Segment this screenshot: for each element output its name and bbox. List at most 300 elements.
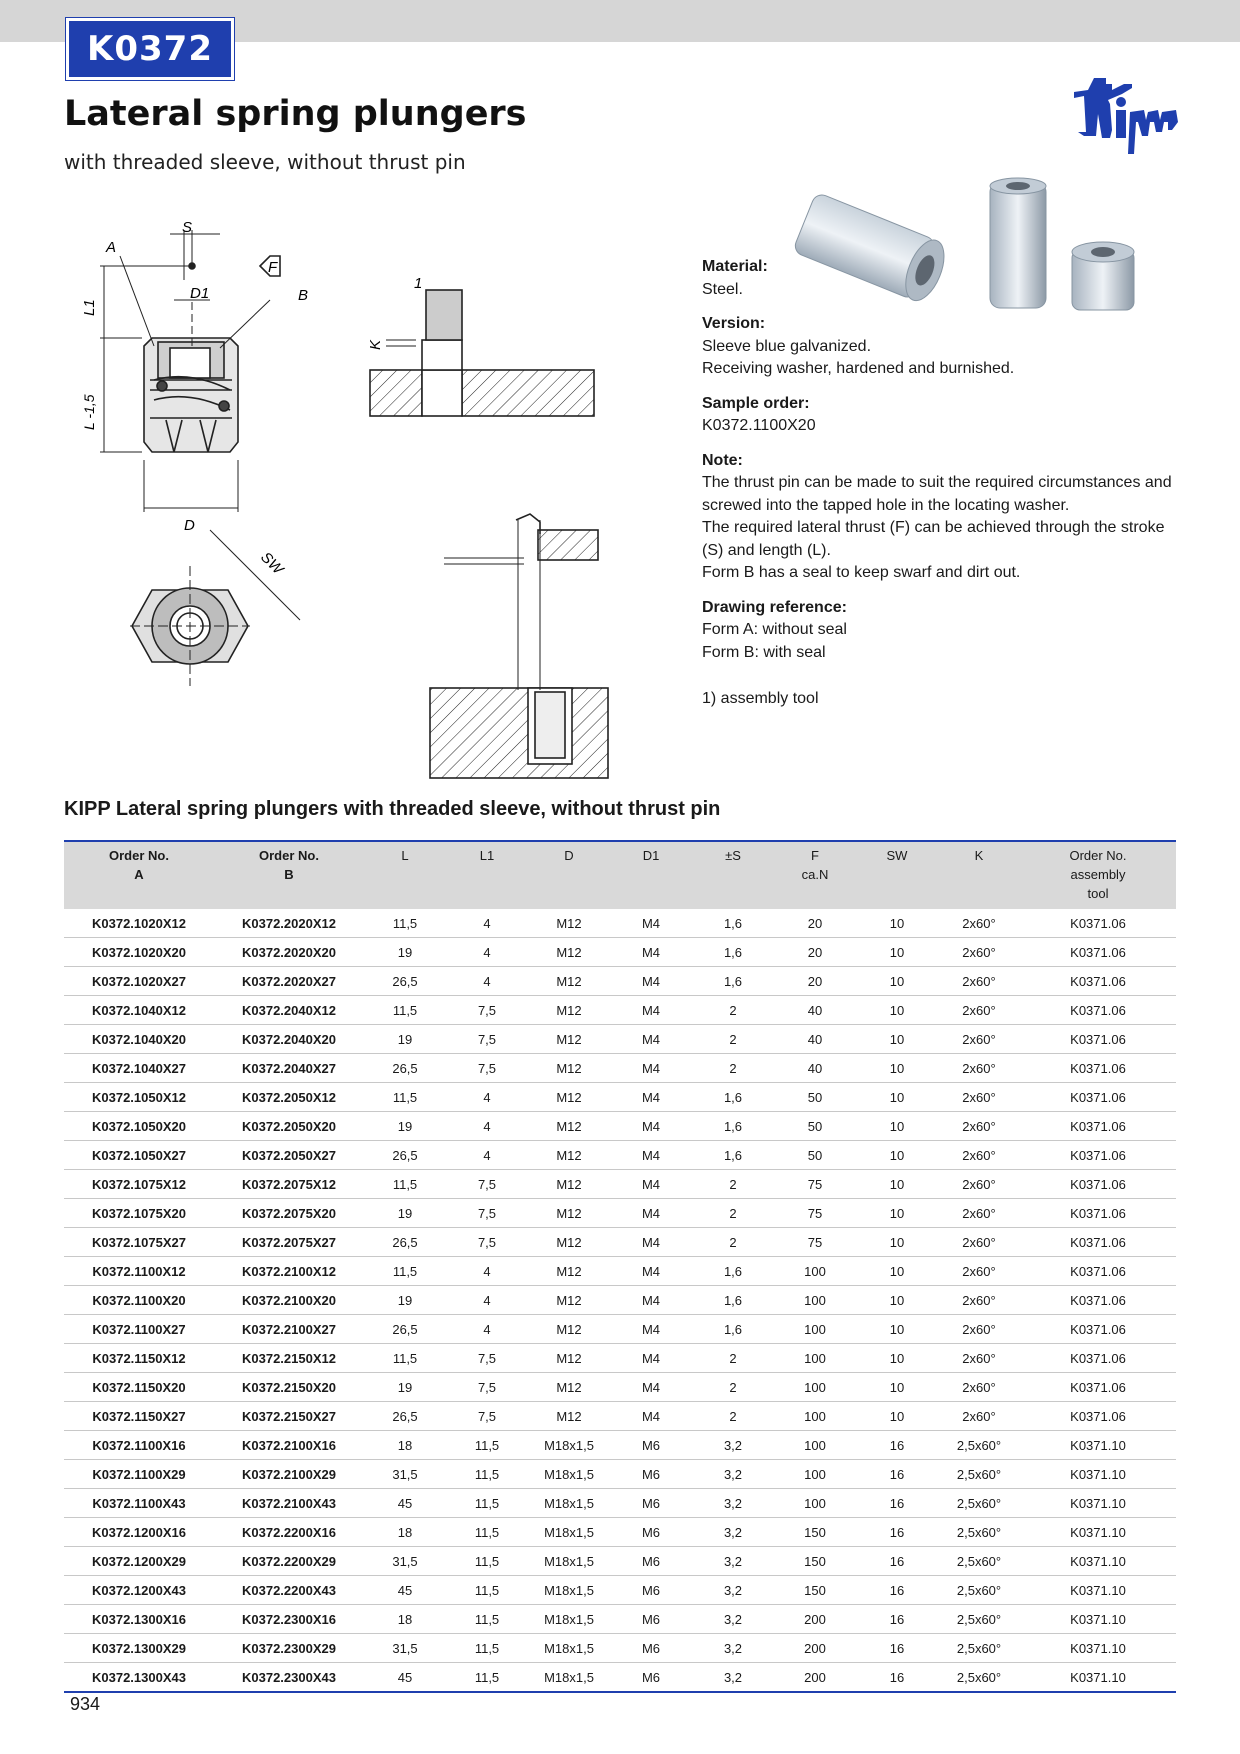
table-cell: 26,5 — [364, 967, 446, 996]
table-cell: M4 — [610, 1286, 692, 1315]
note-line: (S) and length (L). — [702, 541, 831, 559]
column-header-line: L1 — [479, 848, 495, 863]
table-cell: 2x60° — [938, 996, 1020, 1025]
table-cell: 19 — [364, 1112, 446, 1141]
table-cell: M4 — [610, 1141, 692, 1170]
column-header-line: Order No. — [259, 848, 319, 863]
table-cell: 2x60° — [938, 1228, 1020, 1257]
table-cell: 10 — [856, 1373, 938, 1402]
table-cell: 40 — [774, 1054, 856, 1083]
table-cell: K0372.1300X29 — [64, 1634, 214, 1663]
table-cell: M4 — [610, 1373, 692, 1402]
table-cell: 2x60° — [938, 909, 1020, 938]
drawing-reference-line: Form A: without seal — [702, 621, 847, 638]
table-cell: 10 — [856, 1141, 938, 1170]
table-cell: 2 — [692, 1025, 774, 1054]
table-cell: M12 — [528, 1083, 610, 1112]
table-cell: 2,5x60° — [938, 1576, 1020, 1605]
footnote: 1) assembly tool — [702, 690, 819, 707]
table-cell: K0372.1150X27 — [64, 1402, 214, 1431]
table-cell: 20 — [774, 967, 856, 996]
product-info — [702, 256, 1182, 711]
table-cell: 10 — [856, 1083, 938, 1112]
table-cell: 16 — [856, 1460, 938, 1489]
table-cell: K0372.2075X27 — [214, 1228, 364, 1257]
table-cell: K0371.06 — [1020, 1373, 1176, 1402]
table-cell: 7,5 — [446, 1025, 528, 1054]
table-cell: 3,2 — [692, 1460, 774, 1489]
table-cell: 26,5 — [364, 1054, 446, 1083]
table-cell: 2x60° — [938, 1257, 1020, 1286]
table-cell: 19 — [364, 1373, 446, 1402]
table-cell: 4 — [446, 1257, 528, 1286]
table-row — [64, 1576, 1176, 1605]
table-cell: M6 — [641, 1669, 661, 1685]
table-row — [64, 1170, 1176, 1199]
table-cell: M12 — [528, 1286, 610, 1315]
table-cell: 10 — [856, 1170, 938, 1199]
version-label: Version: — [702, 315, 766, 332]
table-cell: M4 — [610, 1402, 692, 1431]
table-cell: 19 — [364, 938, 446, 967]
table-cell: K0372.2100X43 — [214, 1489, 364, 1518]
column-header — [610, 841, 692, 909]
table-row — [64, 1663, 1176, 1693]
table-cell: K0372.2020X27 — [214, 967, 364, 996]
table-cell: K0371.10 — [1020, 1460, 1176, 1489]
table-cell: 200 — [804, 1669, 826, 1685]
table-cell: 10 — [856, 1257, 938, 1286]
table-cell: 100 — [774, 1286, 856, 1315]
table-cell: M4 — [610, 1257, 692, 1286]
table-cell: 100 — [774, 1257, 856, 1286]
table-cell: M4 — [610, 1083, 692, 1112]
table-row — [64, 1228, 1176, 1257]
table-cell: K0371.06 — [1020, 1315, 1176, 1344]
table-cell: 150 — [774, 1547, 856, 1576]
table-cell: M12 — [528, 1402, 610, 1431]
table-cell: K0372.2100X16 — [214, 1431, 364, 1460]
label-SW: SW — [257, 548, 287, 578]
table-cell: 2,5x60° — [938, 1518, 1020, 1547]
table-cell: 18 — [364, 1431, 446, 1460]
page-title: Lateral spring plungers — [64, 94, 527, 134]
table-cell: 26,5 — [364, 1315, 446, 1344]
installation-view — [430, 514, 608, 778]
table-cell: 2x60° — [938, 1315, 1020, 1344]
column-header — [64, 841, 214, 909]
table-cell: 4 — [446, 967, 528, 996]
table-cell: 1,6 — [692, 1083, 774, 1112]
table-row — [64, 1518, 1176, 1547]
table-cell: K0371.06 — [1020, 1112, 1176, 1141]
table-cell: 100 — [774, 1489, 856, 1518]
column-header — [528, 841, 610, 909]
table-cell: K0372.1200X16 — [64, 1518, 214, 1547]
table-row — [64, 1431, 1176, 1460]
table-cell: 75 — [774, 1170, 856, 1199]
table-cell: 2,5x60° — [956, 1669, 1002, 1685]
table-cell: 16 — [856, 1431, 938, 1460]
table-cell: M12 — [528, 1344, 610, 1373]
table-row — [64, 1460, 1176, 1489]
table-row — [64, 1402, 1176, 1431]
table-cell: 2,5x60° — [938, 1547, 1020, 1576]
table-cell: K0371.10 — [1020, 1605, 1176, 1634]
table-cell: 2x60° — [938, 1373, 1020, 1402]
table-cell: 10 — [856, 1228, 938, 1257]
table-cell: M4 — [610, 967, 692, 996]
table-cell: 3,2 — [692, 1518, 774, 1547]
table-cell: K0372.1300X16 — [64, 1605, 214, 1634]
table-cell: K0371.06 — [1020, 1141, 1176, 1170]
table-cell: K0371.10 — [1020, 1547, 1176, 1576]
table-cell: M18x1,5 — [544, 1669, 594, 1685]
column-header — [774, 841, 856, 909]
column-header — [446, 841, 528, 909]
table-cell: K0371.10 — [1070, 1669, 1126, 1685]
column-header-line: F — [811, 848, 819, 863]
column-header-line: tool — [1087, 886, 1109, 901]
label-A: A — [106, 239, 117, 256]
table-row — [64, 1257, 1176, 1286]
table-cell: 11,5 — [446, 1605, 528, 1634]
label-L1: L1 — [81, 299, 98, 316]
table-cell: M18x1,5 — [528, 1547, 610, 1576]
kipp-logo — [1072, 74, 1184, 160]
note-line: Form B has a seal to keep swarf and dirt out. — [702, 564, 1021, 581]
table-cell: 1,6 — [692, 1315, 774, 1344]
table-cell: 11,5 — [446, 1489, 528, 1518]
table-cell: K0371.06 — [1020, 1025, 1176, 1054]
table-cell: K0372.2040X27 — [214, 1054, 364, 1083]
table-cell: 10 — [856, 1286, 938, 1315]
material-label: Material: — [702, 258, 768, 275]
table-cell: K0372.2100X29 — [214, 1460, 364, 1489]
label-S: S — [182, 219, 193, 236]
table-cell: 10 — [856, 1112, 938, 1141]
table-cell: 7,5 — [446, 1199, 528, 1228]
table-cell: M12 — [528, 1257, 610, 1286]
table-row — [64, 1547, 1176, 1576]
table-cell: 2x60° — [938, 1141, 1020, 1170]
table-cell: K0372.2040X20 — [214, 1025, 364, 1054]
table-cell: M4 — [610, 1112, 692, 1141]
table-cell: K0372.1020X27 — [64, 967, 214, 996]
table-cell: 11,5 — [446, 1634, 528, 1663]
table-cell: K0371.06 — [1020, 1083, 1176, 1112]
column-header-line: Order No. — [109, 848, 169, 863]
table-cell: M4 — [610, 909, 692, 938]
column-header-line: L — [401, 848, 409, 863]
table-cell: 18 — [364, 1605, 446, 1634]
table-cell: 1,6 — [692, 909, 774, 938]
table-cell: M18x1,5 — [528, 1576, 610, 1605]
table-cell: K0372.1020X20 — [64, 938, 214, 967]
table-cell: 7,5 — [446, 1228, 528, 1257]
table-cell: 3,2 — [692, 1634, 774, 1663]
table-cell: 2 — [692, 996, 774, 1025]
table-cell: K0372.1150X20 — [64, 1373, 214, 1402]
table-cell: 2x60° — [938, 1402, 1020, 1431]
table-cell: 1,6 — [692, 1286, 774, 1315]
table-header-row — [64, 841, 1176, 909]
table-cell: 150 — [774, 1576, 856, 1605]
table-cell: 10 — [856, 1025, 938, 1054]
table-cell: K0371.06 — [1020, 1054, 1176, 1083]
table-cell: 75 — [774, 1228, 856, 1257]
column-header-line: A — [134, 867, 144, 882]
table-cell: 11,5 — [446, 1460, 528, 1489]
table-cell: 16 — [856, 1547, 938, 1576]
table-cell: 1,6 — [692, 1257, 774, 1286]
table-row — [64, 1083, 1176, 1112]
table-row — [64, 1489, 1176, 1518]
table-cell: 16 — [856, 1489, 938, 1518]
table-cell: 2x60° — [938, 938, 1020, 967]
note-line: The required lateral thrust (F) can be achieved through the stroke — [702, 519, 1165, 536]
table-cell: 2 — [692, 1199, 774, 1228]
table-cell: 7,5 — [446, 1373, 528, 1402]
table-cell: 4 — [446, 1286, 528, 1315]
table-cell: M4 — [610, 1025, 692, 1054]
page-subtitle: with threaded sleeve, without thrust pin — [64, 150, 466, 174]
table-row — [64, 1315, 1176, 1344]
table-cell: 10 — [856, 1344, 938, 1373]
table-row — [64, 909, 1176, 938]
table-cell: M18x1,5 — [528, 1518, 610, 1547]
table-cell: M6 — [610, 1576, 692, 1605]
table-cell: M6 — [610, 1547, 692, 1576]
table-cell: 2 — [692, 1054, 774, 1083]
table-cell: K0372.1100X43 — [64, 1489, 214, 1518]
table-cell: 100 — [774, 1373, 856, 1402]
note-line: screwed into the tapped hole in the locating washer. — [702, 496, 1070, 514]
table-cell: K0371.06 — [1020, 1170, 1176, 1199]
table-cell: 11,5 — [446, 1547, 528, 1576]
table-row — [64, 996, 1176, 1025]
table-cell: 2 — [692, 1402, 774, 1431]
table-cell: K0372.2020X20 — [214, 938, 364, 967]
table-cell: K0372.1050X12 — [64, 1083, 214, 1112]
table-cell: M4 — [610, 1315, 692, 1344]
label-1: 1 — [414, 275, 423, 292]
table-cell: 2 — [692, 1344, 774, 1373]
table-cell: 20 — [774, 938, 856, 967]
table-cell: K0372.1040X27 — [64, 1054, 214, 1083]
table-cell: M12 — [528, 1170, 610, 1199]
table-row — [64, 1112, 1176, 1141]
table-cell: M4 — [610, 1054, 692, 1083]
sample-order-label: Sample order: — [702, 394, 810, 412]
column-header-line: K — [974, 848, 984, 863]
table-cell: 4 — [446, 1083, 528, 1112]
table-cell: 10 — [856, 1199, 938, 1228]
table-cell: 11,5 — [364, 1083, 446, 1112]
table-cell: M12 — [528, 967, 610, 996]
table-cell: M6 — [610, 1634, 692, 1663]
table-cell: 11,5 — [474, 1669, 500, 1685]
table-cell: 2x60° — [938, 1054, 1020, 1083]
table-cell: 10 — [856, 1315, 938, 1344]
table-cell: K0371.10 — [1020, 1518, 1176, 1547]
table-cell: 10 — [856, 1054, 938, 1083]
table-cell: 200 — [774, 1605, 856, 1634]
table-cell: M12 — [528, 1141, 610, 1170]
table-cell: 10 — [856, 909, 938, 938]
column-header-line: Order No. — [1069, 848, 1127, 863]
table-cell: 2x60° — [938, 1025, 1020, 1054]
table-cell: K0372.1100X16 — [64, 1431, 214, 1460]
table-cell: M12 — [528, 938, 610, 967]
table-cell: M12 — [528, 1112, 610, 1141]
table-cell: K0372.2075X12 — [214, 1170, 364, 1199]
table-cell: K0371.06 — [1020, 1199, 1176, 1228]
column-header-line: D — [564, 848, 574, 863]
table-cell: 4 — [446, 938, 528, 967]
column-header — [214, 841, 364, 909]
table-cell: 2x60° — [938, 1170, 1020, 1199]
note-label: Note: — [702, 451, 743, 469]
table-cell: 75 — [774, 1199, 856, 1228]
table-cell: 45 — [364, 1489, 446, 1518]
table-cell: K0371.06 — [1020, 909, 1176, 938]
table-cell: M18x1,5 — [528, 1431, 610, 1460]
table-cell: 31,5 — [364, 1634, 446, 1663]
table-cell: 11,5 — [446, 1431, 528, 1460]
table-cell: 7,5 — [446, 996, 528, 1025]
table-cell: K0372.2020X12 — [214, 909, 364, 938]
table-cell: K0372.1300X43 — [92, 1669, 186, 1685]
table-cell: 31,5 — [364, 1460, 446, 1489]
table-cell: 11,5 — [364, 909, 446, 938]
table-cell: K0372.2150X12 — [214, 1344, 364, 1373]
table-cell: M12 — [528, 1025, 610, 1054]
table-cell: K0372.2050X20 — [214, 1112, 364, 1141]
table-cell: M6 — [610, 1518, 692, 1547]
table-cell: 7,5 — [446, 1054, 528, 1083]
table-cell: 11,5 — [364, 1170, 446, 1199]
table-cell: 50 — [774, 1112, 856, 1141]
table-cell: 4 — [446, 909, 528, 938]
table-cell: K0372.2300X43 — [242, 1669, 336, 1685]
table-cell: 100 — [774, 1431, 856, 1460]
table-row — [64, 1025, 1176, 1054]
table-cell: 4 — [446, 1112, 528, 1141]
table-cell: K0371.06 — [1020, 996, 1176, 1025]
table-cell: 2,5x60° — [938, 1431, 1020, 1460]
table-cell: 40 — [774, 1025, 856, 1054]
table-cell: 40 — [774, 996, 856, 1025]
table-cell: M12 — [528, 1199, 610, 1228]
label-L: L -1,5 — [81, 394, 97, 430]
table-cell: K0372.2100X12 — [214, 1257, 364, 1286]
table-cell: 11,5 — [364, 1257, 446, 1286]
table-cell: 16 — [856, 1576, 938, 1605]
table-cell: K0371.06 — [1020, 1228, 1176, 1257]
table-row — [64, 1634, 1176, 1663]
table-cell: M12 — [528, 909, 610, 938]
table-cell: 7,5 — [446, 1344, 528, 1373]
column-header — [856, 841, 938, 909]
table-cell: 100 — [774, 1460, 856, 1489]
table-cell: 26,5 — [364, 1228, 446, 1257]
column-header — [1020, 841, 1176, 909]
table-cell: M6 — [610, 1605, 692, 1634]
table-cell: K0371.06 — [1020, 1257, 1176, 1286]
table-cell: K0372.1200X43 — [64, 1576, 214, 1605]
table-cell: 50 — [774, 1083, 856, 1112]
table-cell: 19 — [364, 1199, 446, 1228]
table-cell: K0372.1050X20 — [64, 1112, 214, 1141]
table-cell: 2,5x60° — [938, 1605, 1020, 1634]
table-cell: 1,6 — [692, 967, 774, 996]
table-cell: M4 — [610, 1344, 692, 1373]
column-header — [938, 841, 1020, 909]
table-cell: 7,5 — [446, 1170, 528, 1199]
table-cell: M4 — [610, 1199, 692, 1228]
label-D: D — [184, 517, 195, 534]
table-cell: M18x1,5 — [528, 1489, 610, 1518]
table-cell: 1,6 — [692, 1112, 774, 1141]
table-cell: 2x60° — [938, 1083, 1020, 1112]
table-row — [64, 967, 1176, 996]
column-header-line: SW — [886, 848, 908, 863]
drawing-reference-line: Form B: with seal — [702, 643, 826, 661]
technical-drawing — [70, 219, 670, 785]
table-cell: 3,2 — [692, 1431, 774, 1460]
table-cell: 26,5 — [364, 1402, 446, 1431]
drawing-reference-label: Drawing reference: — [702, 598, 847, 616]
table-cell: 10 — [856, 996, 938, 1025]
table-cell: 3,2 — [692, 1547, 774, 1576]
table-cell: K0371.06 — [1020, 1286, 1176, 1315]
table-cell: K0371.06 — [1020, 967, 1176, 996]
table-cell: 2x60° — [938, 1344, 1020, 1373]
table-cell: 2x60° — [938, 1286, 1020, 1315]
table-cell: K0372.2040X12 — [214, 996, 364, 1025]
table-cell: 2x60° — [938, 1112, 1020, 1141]
table-cell: M18x1,5 — [528, 1634, 610, 1663]
table-cell: 11,5 — [446, 1518, 528, 1547]
table-cell: M4 — [610, 938, 692, 967]
table-cell: K0372.2150X20 — [214, 1373, 364, 1402]
table-cell: K0372.1040X12 — [64, 996, 214, 1025]
table-cell: 16 — [856, 1605, 938, 1634]
table-cell: M18x1,5 — [528, 1460, 610, 1489]
table-cell: K0371.10 — [1020, 1489, 1176, 1518]
table-cell: 10 — [856, 938, 938, 967]
table-cell: K0372.2300X16 — [214, 1605, 364, 1634]
table-cell: M12 — [528, 996, 610, 1025]
table-cell: M12 — [528, 1054, 610, 1083]
page-number: 934 — [70, 1694, 101, 1714]
column-header — [364, 841, 446, 909]
table-cell: 4 — [446, 1141, 528, 1170]
table-cell: 26,5 — [364, 1141, 446, 1170]
table-cell: K0372.2200X29 — [214, 1547, 364, 1576]
column-header-line: ca.N — [801, 867, 829, 882]
table-cell: K0372.1040X20 — [64, 1025, 214, 1054]
table-cell: K0371.10 — [1020, 1576, 1176, 1605]
table-cell: 11,5 — [446, 1576, 528, 1605]
table-cell: 2 — [692, 1170, 774, 1199]
table-cell: K0372.1020X12 — [64, 909, 214, 938]
table-cell: 3,2 — [692, 1489, 774, 1518]
table-cell: K0372.1100X27 — [64, 1315, 214, 1344]
table-cell: 2 — [692, 1373, 774, 1402]
table-cell: 2 — [692, 1228, 774, 1257]
